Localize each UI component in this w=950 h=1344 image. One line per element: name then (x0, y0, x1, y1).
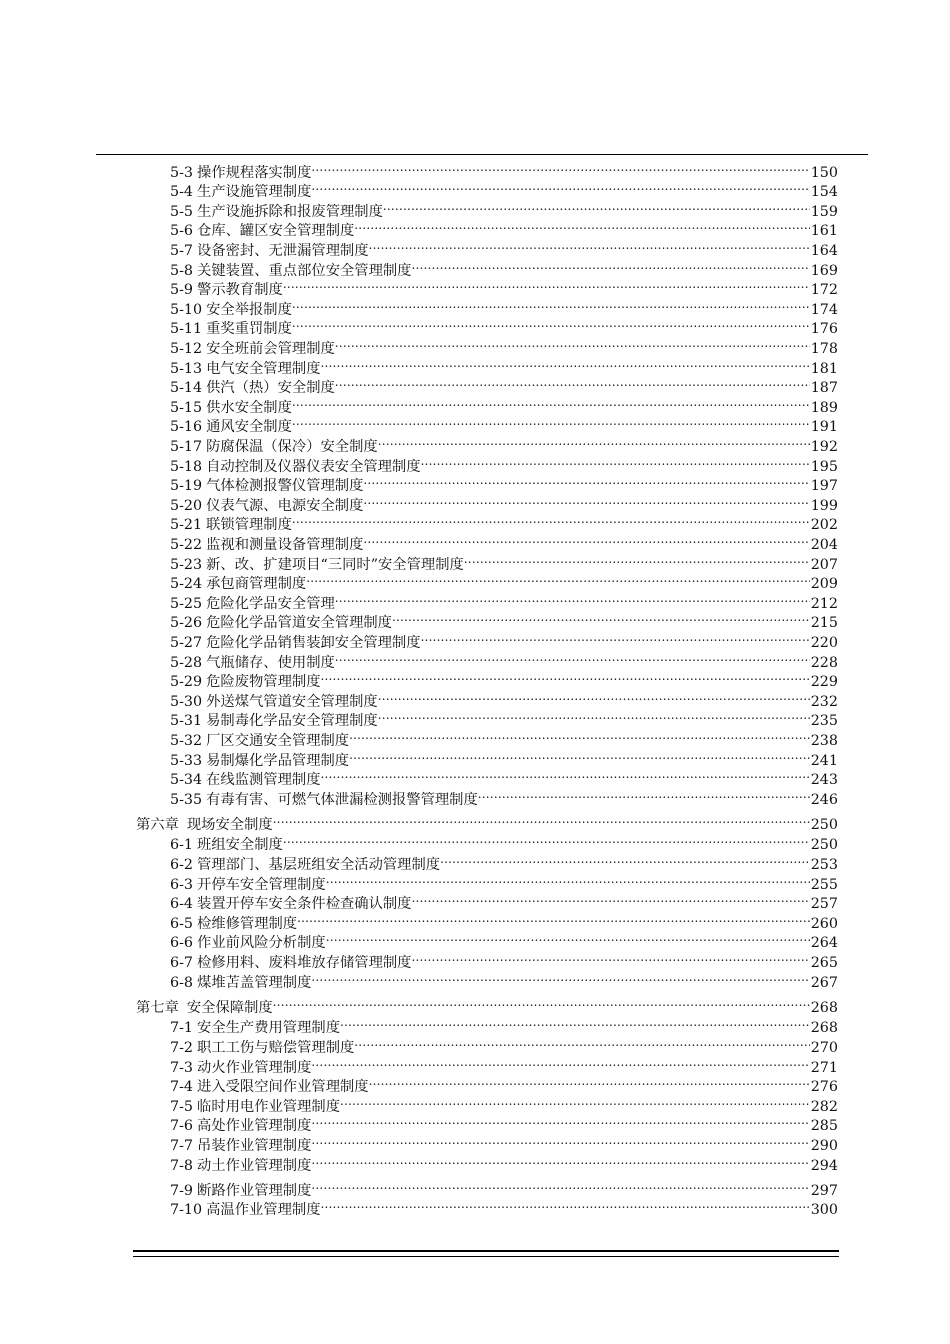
toc-page-number: 250 (810, 837, 838, 854)
toc-entry[interactable] (170, 373, 838, 397)
toc-page-number: 199 (810, 497, 838, 514)
toc-entry[interactable] (170, 177, 838, 201)
toc-page-number: 181 (810, 360, 838, 377)
toc-entry-title: 进入受限空间作业管理制度 (197, 1079, 369, 1096)
toc-entry-number: 5-20 (170, 497, 203, 514)
toc-entry[interactable] (170, 157, 838, 181)
toc-dot-leader (273, 993, 810, 1013)
toc-dot-leader (321, 1195, 810, 1215)
toc-dot-leader (335, 373, 810, 393)
footer-rule-thick (133, 1250, 839, 1252)
toc-entry[interactable] (170, 255, 838, 279)
toc-entry[interactable] (170, 706, 838, 730)
toc-dot-leader (369, 235, 810, 255)
toc-page-number: 282 (810, 1098, 838, 1115)
toc-entry-title: 煤堆苫盖管理制度 (197, 974, 312, 991)
toc-page-number: 253 (810, 857, 838, 874)
toc-dot-leader (292, 412, 810, 432)
toc-entry-number: 5-5 (170, 203, 194, 220)
toc-entry-title: 监视和测量设备管理制度 (206, 536, 364, 553)
toc-page-number: 164 (810, 242, 838, 259)
toc-entry[interactable] (170, 294, 838, 318)
toc-entry-title: 动火作业管理制度 (197, 1059, 312, 1076)
toc-entry-number: 5-26 (170, 615, 203, 632)
toc-dot-leader (378, 431, 810, 451)
toc-entry-number: 5-33 (170, 752, 203, 769)
toc-chapter-entry[interactable] (136, 810, 838, 834)
toc-page-number: 265 (810, 955, 838, 972)
header-rule (96, 154, 868, 155)
toc-entry-number: 5-24 (170, 576, 203, 593)
toc-entry[interactable] (170, 725, 838, 749)
toc-page-number: 202 (810, 517, 838, 534)
toc-page-number: 150 (810, 164, 838, 181)
toc-page-number: 270 (810, 1039, 838, 1056)
toc-entry[interactable] (170, 765, 838, 789)
toc-entry-number: 6-8 (170, 974, 194, 991)
toc-entry[interactable] (170, 510, 838, 534)
toc-dot-leader (411, 948, 809, 968)
toc-entry[interactable] (170, 275, 838, 299)
toc-entry[interactable] (170, 1195, 838, 1219)
toc-dot-leader (383, 196, 810, 216)
toc-page-number: 169 (810, 262, 838, 279)
toc-entry-title: 新、改、扩建项目“三同时”安全管理制度 (206, 556, 464, 573)
toc-dot-leader (335, 333, 810, 353)
toc-entry-title: 仓库、罐区安全管理制度 (197, 223, 355, 240)
toc-page-number: 267 (810, 974, 838, 991)
toc-entry-number: 5-6 (170, 223, 194, 240)
toc-dot-leader (411, 889, 809, 909)
toc-dot-leader (354, 1032, 809, 1052)
toc-entry-title: 防腐保温（保冷）安全制度 (206, 438, 378, 455)
toc-entry[interactable] (170, 928, 838, 952)
toc-entry-number: 5-22 (170, 536, 203, 553)
toc-entry[interactable] (170, 569, 838, 593)
toc-entry-title: 易制爆化学品管理制度 (206, 752, 350, 769)
toc-dot-leader (440, 850, 810, 870)
toc-dot-leader (321, 667, 810, 687)
toc-dot-leader (283, 830, 810, 850)
toc-dot-leader (349, 745, 810, 765)
toc-entry-title: 重奖重罚制度 (206, 321, 292, 338)
toc-dot-leader (335, 647, 810, 667)
toc-entry-title: 检维修管理制度 (197, 915, 298, 932)
toc-dot-leader (335, 588, 810, 608)
toc-dot-leader (292, 314, 810, 334)
toc-entry[interactable] (170, 588, 838, 612)
toc-entry[interactable] (170, 333, 838, 357)
toc-dot-leader (421, 627, 810, 647)
toc-page-number: 285 (810, 1118, 838, 1135)
toc-entry[interactable] (170, 608, 838, 632)
toc-entry-title: 安全班前会管理制度 (206, 340, 335, 357)
toc-entry-number: 5-31 (170, 713, 203, 730)
toc-entry-number: 5-14 (170, 380, 203, 397)
toc-page-number: 260 (810, 915, 838, 932)
toc-entry-title: 在线监测管理制度 (206, 772, 321, 789)
toc-entry-title: 断路作业管理制度 (197, 1182, 312, 1199)
toc-entry-number: 5-4 (170, 184, 194, 201)
toc-entry-title: 供汽（热）安全制度 (206, 380, 335, 397)
toc-entry[interactable] (170, 686, 838, 710)
toc-dot-leader (421, 451, 810, 471)
toc-entry-number: 5-16 (170, 419, 203, 436)
toc-dot-leader (411, 255, 809, 275)
toc-dot-leader (326, 928, 810, 948)
toc-entry-number: 5-10 (170, 301, 203, 318)
toc-entry[interactable] (170, 1175, 838, 1199)
toc-entry-number: 5-8 (170, 262, 194, 279)
toc-entry-number: 5-7 (170, 242, 194, 259)
toc-entry-title: 操作规程落实制度 (197, 164, 312, 181)
toc-entry-number: 6-5 (170, 915, 194, 932)
toc-entry-number: 7-8 (170, 1157, 194, 1174)
toc-dot-leader (292, 392, 810, 412)
toc-entry-title: 危险废物管理制度 (206, 674, 321, 691)
toc-entry-number: 5-19 (170, 478, 203, 495)
toc-dot-leader (478, 784, 810, 804)
toc-dot-leader (292, 294, 810, 314)
toc-page-number: 250 (810, 817, 838, 834)
toc-entry-title: 外送煤气管道安全管理制度 (206, 693, 378, 710)
toc-entry-title: 易制毒化学品安全管理制度 (206, 713, 378, 730)
toc-entry-number: 7-2 (170, 1039, 194, 1056)
toc-entry-title: 危险化学品销售装卸安全管理制度 (206, 634, 421, 651)
toc-entry-title: 作业前风险分析制度 (197, 935, 326, 952)
toc-page-number: 159 (810, 203, 838, 220)
toc-entry[interactable] (170, 216, 838, 240)
toc-page-number: 255 (810, 876, 838, 893)
toc-entry-title: 气体检测报警仪管理制度 (206, 478, 364, 495)
toc-page-number: 241 (810, 752, 838, 769)
toc-entry-number: 6-6 (170, 935, 194, 952)
toc-dot-leader (311, 1175, 809, 1195)
toc-dot-leader (311, 967, 809, 987)
toc-entry[interactable] (170, 1052, 838, 1076)
toc-page-number: 174 (810, 301, 838, 318)
toc-page-number: 276 (810, 1079, 838, 1096)
toc-dot-leader (340, 1091, 810, 1111)
toc-page-number: 187 (810, 380, 838, 397)
toc-page-number: 172 (810, 282, 838, 299)
toc-dot-leader (311, 177, 809, 197)
toc-entry-title: 安全举报制度 (206, 301, 292, 318)
toc-entry-number: 5-34 (170, 772, 203, 789)
toc-dot-leader (378, 706, 810, 726)
toc-entry-number: 5-12 (170, 340, 203, 357)
toc-page-number: 215 (810, 615, 838, 632)
toc-entry-number: 6-3 (170, 876, 194, 893)
toc-dot-leader (306, 569, 810, 589)
toc-entry[interactable] (170, 667, 838, 691)
toc-entry-title: 开停车安全管理制度 (197, 876, 326, 893)
toc-entry-title: 高温作业管理制度 (206, 1202, 321, 1219)
toc-page-number: 197 (810, 478, 838, 495)
toc-entry[interactable] (170, 1130, 838, 1154)
toc-entry-title: 警示教育制度 (197, 282, 283, 299)
toc-entry[interactable] (170, 490, 838, 514)
toc-entry-title: 厂区交通安全管理制度 (206, 732, 350, 749)
toc-entry[interactable] (170, 471, 838, 495)
toc-entry[interactable] (170, 948, 838, 972)
toc-page-number: 290 (810, 1137, 838, 1154)
toc-entry-number: 6-1 (170, 837, 194, 854)
toc-dot-leader (363, 471, 809, 491)
toc-entry[interactable] (170, 1150, 838, 1174)
toc-dot-leader (363, 529, 809, 549)
toc-page-number: 209 (810, 576, 838, 593)
toc-page-number: 192 (810, 438, 838, 455)
toc-entry-title: 通风安全制度 (206, 419, 292, 436)
toc-entry-number: 第六章 (136, 817, 179, 834)
toc-entry-title: 供水安全制度 (206, 399, 292, 416)
toc-entry-title: 班组安全制度 (197, 837, 283, 854)
toc-dot-leader (283, 275, 810, 295)
toc-page-number: 229 (810, 674, 838, 691)
toc-page-number: 268 (810, 1000, 838, 1017)
toc-dot-leader (321, 353, 810, 373)
toc-dot-leader (464, 549, 810, 569)
toc-page-number: 271 (810, 1059, 838, 1076)
toc-entry-number: 7-4 (170, 1079, 194, 1096)
toc-dot-leader (311, 157, 809, 177)
toc-entry-number: 5-27 (170, 634, 203, 651)
toc-page-number: 238 (810, 732, 838, 749)
toc-entry[interactable] (170, 529, 838, 553)
toc-entry[interactable] (170, 908, 838, 932)
toc-entry-number: 5-9 (170, 282, 194, 299)
toc-page-number: 154 (810, 184, 838, 201)
toc-entry[interactable] (170, 1013, 838, 1037)
toc-entry-number: 7-7 (170, 1137, 194, 1154)
toc-entry-number: 5-15 (170, 399, 203, 416)
toc-dot-leader (311, 1111, 809, 1131)
toc-dot-leader (354, 216, 809, 236)
toc-entry-title: 气瓶储存、使用制度 (206, 654, 335, 671)
toc-entry-title: 管理部门、基层班组安全活动管理制度 (197, 857, 441, 874)
toc-entry-title: 关键装置、重点部位安全管理制度 (197, 262, 412, 279)
toc-dot-leader (349, 725, 810, 745)
toc-entry[interactable] (170, 196, 838, 220)
toc-entry[interactable] (170, 869, 838, 893)
toc-entry-number: 5-21 (170, 517, 203, 534)
toc-entry-number: 7-1 (170, 1020, 194, 1037)
toc-page-number: 297 (810, 1182, 838, 1199)
toc-entry-number: 6-4 (170, 896, 194, 913)
toc-entry[interactable] (170, 1072, 838, 1096)
toc-entry-number: 5-13 (170, 360, 203, 377)
toc-entry[interactable] (170, 889, 838, 913)
toc-entry[interactable] (170, 627, 838, 651)
toc-dot-leader (321, 765, 810, 785)
toc-entry[interactable] (170, 314, 838, 338)
toc-entry-title: 自动控制及仪器仪表安全管理制度 (206, 458, 421, 475)
toc-entry-title: 安全保障制度 (186, 1000, 273, 1017)
toc-entry-number: 5-29 (170, 674, 203, 691)
toc-dot-leader (297, 908, 810, 928)
toc-entry-number: 第七章 (136, 1000, 179, 1017)
toc-page-number: 204 (810, 536, 838, 553)
toc-entry-title: 危险化学品管道安全管理制度 (206, 615, 392, 632)
toc-entry-title: 危险化学品安全管理 (206, 595, 335, 612)
toc-entry[interactable] (170, 850, 838, 874)
toc-entry-title: 现场安全制度 (186, 817, 273, 834)
toc-entry[interactable] (170, 451, 838, 475)
toc-page-number: 178 (810, 340, 838, 357)
toc-page-number: 189 (810, 399, 838, 416)
toc-page-number: 300 (810, 1202, 838, 1219)
toc-entry-number: 7-3 (170, 1059, 194, 1076)
toc-entry-number: 5-30 (170, 693, 203, 710)
toc-entry-title: 动土作业管理制度 (197, 1157, 312, 1174)
toc-page-number: 191 (810, 419, 838, 436)
toc-entry-title: 仪表气源、电源安全制度 (206, 497, 364, 514)
toc-entry[interactable] (170, 392, 838, 416)
toc-entry-number: 5-11 (170, 321, 203, 338)
toc-dot-leader (292, 510, 810, 530)
toc-entry[interactable] (170, 1091, 838, 1115)
toc-entry[interactable] (170, 647, 838, 671)
toc-entry-title: 安全生产费用管理制度 (197, 1020, 340, 1037)
toc-entry-title: 装置开停车安全条件检查确认制度 (197, 896, 412, 913)
toc-dot-leader (378, 686, 810, 706)
footer-rule-thin (133, 1256, 839, 1257)
toc-entry-title: 吊装作业管理制度 (197, 1137, 312, 1154)
toc-entry-title: 高处作业管理制度 (197, 1118, 312, 1135)
toc-entry-number: 5-18 (170, 458, 203, 475)
toc-entry-number: 5-35 (170, 791, 203, 808)
toc-entry-title: 职工工伤与赔偿管理制度 (197, 1039, 355, 1056)
toc-page-number: 294 (810, 1157, 838, 1174)
toc-entry[interactable] (170, 235, 838, 259)
toc-entry-number: 6-2 (170, 857, 194, 874)
toc-entry[interactable] (170, 353, 838, 377)
toc-entry[interactable] (170, 1111, 838, 1135)
toc-dot-leader (369, 1072, 810, 1092)
toc-entry-number: 5-32 (170, 732, 203, 749)
toc-entry-number: 5-17 (170, 438, 203, 455)
toc-dot-leader (363, 490, 809, 510)
toc-dot-leader (311, 1130, 809, 1150)
toc-page-number: 243 (810, 772, 838, 789)
toc-entry-title: 临时用电作业管理制度 (197, 1098, 340, 1115)
toc-entry-number: 6-7 (170, 955, 194, 972)
toc-dot-leader (326, 869, 810, 889)
toc-entry-title: 检修用料、废料堆放存储管理制度 (197, 955, 412, 972)
toc-entry[interactable] (170, 549, 838, 573)
toc-page-number: 235 (810, 713, 838, 730)
toc-entry-number: 7-5 (170, 1098, 194, 1115)
toc-entry-title: 生产设施管理制度 (197, 184, 312, 201)
toc-entry-number: 5-25 (170, 595, 203, 612)
toc-entry[interactable] (170, 1032, 838, 1056)
toc-page-number: 212 (810, 595, 838, 612)
toc-entry-title: 生产设施拆除和报废管理制度 (197, 203, 383, 220)
toc-page-number: 268 (810, 1020, 838, 1037)
toc-page-number: 232 (810, 693, 838, 710)
toc-dot-leader (311, 1150, 809, 1170)
toc-page-number: 207 (810, 556, 838, 573)
toc-page-number: 195 (810, 458, 838, 475)
toc-dot-leader (340, 1013, 810, 1033)
toc-entry[interactable] (170, 967, 838, 991)
toc-page-number: 220 (810, 634, 838, 651)
toc-page-number: 264 (810, 935, 838, 952)
toc-entry[interactable] (170, 745, 838, 769)
toc-entry[interactable] (170, 412, 838, 436)
toc-dot-leader (311, 1052, 809, 1072)
toc-entry-number: 5-28 (170, 654, 203, 671)
toc-entry-title: 电气安全管理制度 (206, 360, 321, 377)
toc-entry-number: 5-23 (170, 556, 203, 573)
toc-entry-title: 有毒有害、可燃气体泄漏检测报警管理制度 (206, 791, 478, 808)
toc-dot-leader (392, 608, 810, 628)
toc-page-number: 257 (810, 896, 838, 913)
toc-dot-leader (273, 810, 810, 830)
toc-page-number: 246 (810, 791, 838, 808)
toc-page-number: 161 (810, 223, 838, 240)
toc-entry-number: 7-9 (170, 1182, 194, 1199)
toc-chapter-entry[interactable] (136, 993, 838, 1017)
toc-entry[interactable] (170, 784, 838, 808)
toc-entry-number: 5-3 (170, 164, 194, 181)
toc-entry[interactable] (170, 830, 838, 854)
toc-page-number: 176 (810, 321, 838, 338)
toc-entry-number: 7-10 (170, 1202, 203, 1219)
toc-entry-title: 承包商管理制度 (206, 576, 307, 593)
toc-page-number: 228 (810, 654, 838, 671)
toc-entry-title: 联锁管理制度 (206, 517, 292, 534)
toc-entry[interactable] (170, 431, 838, 455)
toc-entry-title: 设备密封、无泄漏管理制度 (197, 242, 369, 259)
toc-entry-number: 7-6 (170, 1118, 194, 1135)
